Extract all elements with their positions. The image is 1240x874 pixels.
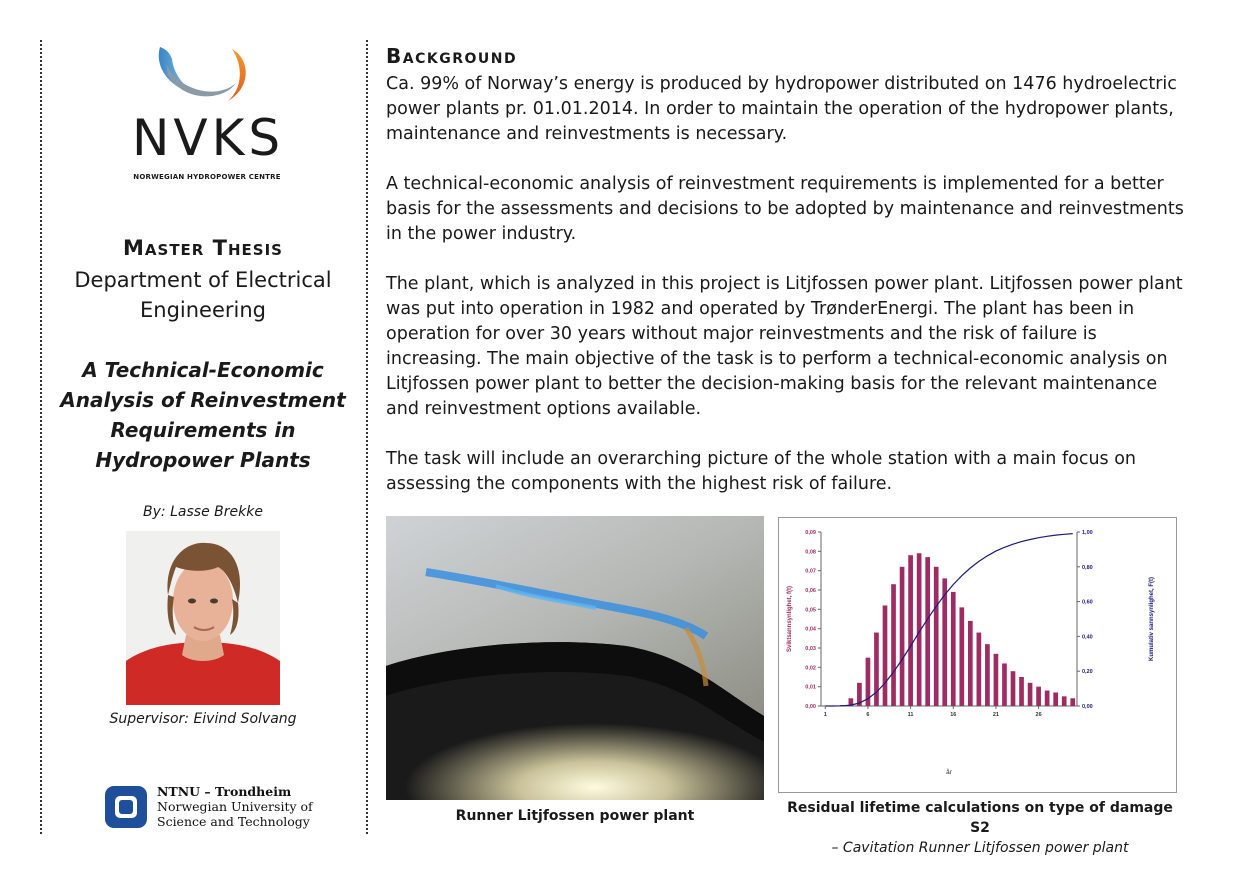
bar-20 xyxy=(985,644,990,706)
bar-18 xyxy=(968,621,973,706)
y-left-axis-label: Sviktsannsynlighet, f(t) xyxy=(787,585,793,653)
nvks-logo xyxy=(132,45,285,181)
author-photo xyxy=(126,531,280,705)
bar-30 xyxy=(1070,698,1075,706)
supervisor: Supervisor: Eivind Solvang xyxy=(109,711,297,727)
residual-lifetime-chart xyxy=(778,517,1177,793)
y-left-tick-label: 0,08 xyxy=(805,549,816,556)
y-right-tick-label: 0,20 xyxy=(1082,669,1093,676)
chart-caption xyxy=(778,798,1182,858)
bar-9 xyxy=(891,584,896,706)
y-left-tick-label: 0,07 xyxy=(805,568,816,575)
bar-24 xyxy=(1019,677,1024,706)
left-column xyxy=(42,0,364,874)
bar-22 xyxy=(1002,663,1007,706)
bar-14 xyxy=(934,567,939,706)
x-tick-label: 11 xyxy=(907,712,914,718)
y-left-tick-label: 0,01 xyxy=(805,684,816,691)
ntnu-line-2: Norwegian University of xyxy=(157,799,313,814)
thesis-title: A Technical-Economic Analysis of Reinvestment Requirements in Hydropower Plants xyxy=(60,358,346,472)
x-tick-label: 21 xyxy=(992,712,999,718)
y-left-tick-label: 0,06 xyxy=(805,588,816,594)
bar-13 xyxy=(925,557,930,706)
background-heading: Background xyxy=(386,44,518,68)
y-left-tick-label: 0,03 xyxy=(805,646,816,652)
photo-caption: Runner Litjfossen power plant xyxy=(455,808,695,824)
bar-10 xyxy=(900,567,905,706)
bar-7 xyxy=(874,633,879,706)
bar-16 xyxy=(951,592,956,706)
y-right-tick-label: 0,60 xyxy=(1082,599,1093,606)
background-paragraph-1: Ca. 99% of Norway’s energy is produced by hydropower distributed on 1476 hydroelectric power plants pr. 01.01.2014. In order to maintain the operation of the hydropower plants, maintenance and reinvestments is necessary. xyxy=(386,74,1177,144)
y-right-tick-label: 0,80 xyxy=(1082,564,1093,571)
background-paragraph-2: A technical-economic analysis of reinvestment requirements is implemented for a better basis for the assessments and decisions to be adopted by maintenance and reinvestments in the power industry. xyxy=(386,174,1184,244)
bar-23 xyxy=(1011,671,1016,706)
chart-caption-line-1: Residual lifetime calculations on type of damage S2 xyxy=(787,800,1173,836)
author: By: Lasse Brekke xyxy=(143,504,263,520)
y-left-tick-label: 0,02 xyxy=(805,665,816,672)
bar-26 xyxy=(1036,687,1041,706)
background-paragraph-4: The task will include an overarching picture of the whole station with a main focus on assessing the components with the highest risk of failure. xyxy=(386,449,1137,494)
ntnu-logo-icon xyxy=(105,786,147,828)
bar-29 xyxy=(1062,696,1067,706)
y-right-axis-label: Kumulativ sannsynlighet, F(t) xyxy=(1149,576,1155,662)
x-tick-label: 1 xyxy=(823,712,827,718)
bar-21 xyxy=(994,654,999,706)
right-column xyxy=(386,0,1186,874)
background-paragraph-3: The plant, which is analyzed in this project is Litjfossen power plant. Litjfossen power plant was put into operation in 1982 and operated by TrønderEnergi. The plant has been in operation for over 30 years without major reinvestments and the risk of failure is increasing. The main objective of the task is to perform a technical-economic analysis on Litjfossen power plant to better the decision-making basis for the relevant maintenance and reinvestment options available. xyxy=(386,274,1183,419)
department: Department of Electrical Engineering xyxy=(74,268,332,322)
chart-caption-line-2: – Cavitation Runner Litjfossen power plant xyxy=(831,840,1129,856)
cumulative-line xyxy=(825,534,1072,706)
runner-photo xyxy=(386,516,764,800)
logo-wordmark: NVKS xyxy=(132,109,285,167)
middle-dotted-divider xyxy=(366,40,368,834)
nvks-swoosh-icon xyxy=(132,45,282,115)
x-tick-label: 16 xyxy=(950,712,957,718)
y-left-tick-label: 0,04 xyxy=(805,626,816,633)
bar-27 xyxy=(1045,691,1050,706)
bar-19 xyxy=(977,633,982,706)
y-left-tick-label: 0,00 xyxy=(805,704,816,710)
ntnu-line-3: Science and Technology xyxy=(157,814,310,829)
y-right-tick-label: 1,00 xyxy=(1082,530,1093,536)
x-axis-label: år xyxy=(946,769,952,776)
y-left-tick-label: 0,05 xyxy=(805,607,816,614)
y-left-tick-label: 0,09 xyxy=(805,530,816,536)
x-tick-label: 6 xyxy=(866,712,870,718)
bar-8 xyxy=(883,605,888,706)
ntnu-name xyxy=(157,784,313,829)
bar-11 xyxy=(908,555,913,706)
bar-17 xyxy=(959,607,964,706)
bar-28 xyxy=(1053,692,1058,706)
y-right-tick-label: 0,00 xyxy=(1082,704,1093,710)
logo-subtitle: NORWEGIAN HYDROPOWER CENTRE xyxy=(133,173,281,181)
chart-svg xyxy=(779,518,1176,792)
x-tick-label: 26 xyxy=(1035,712,1042,718)
bar-25 xyxy=(1028,683,1033,706)
thesis-type: Master Thesis xyxy=(123,236,283,260)
y-right-tick-label: 0,40 xyxy=(1082,634,1093,641)
ntnu-line-1: NTNU – Trondheim xyxy=(157,784,292,799)
